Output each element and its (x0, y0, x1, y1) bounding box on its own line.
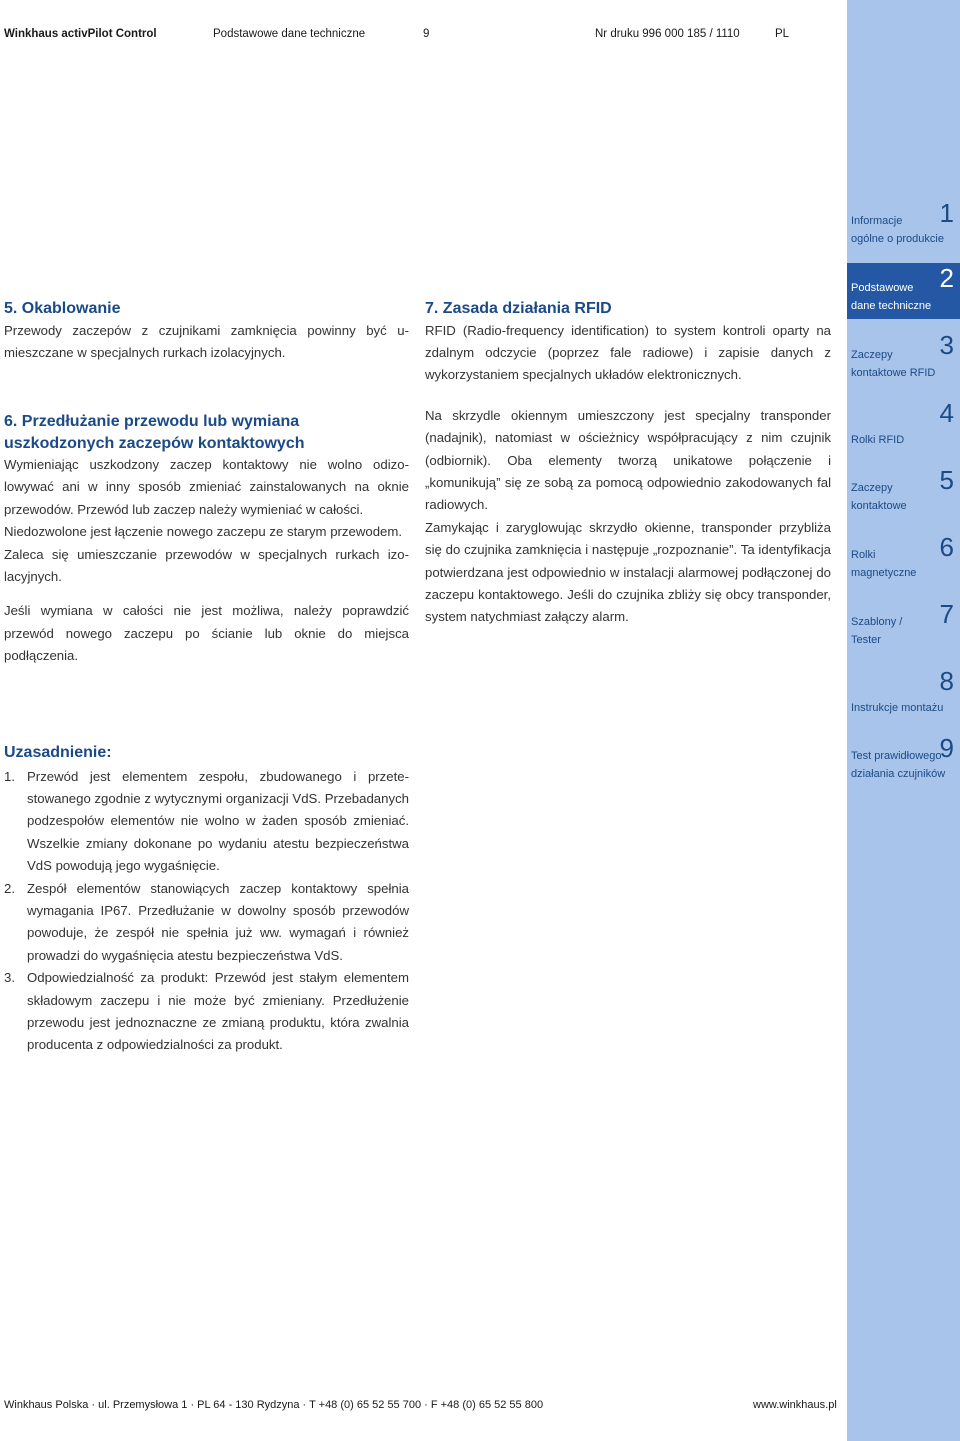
section-7-title: 7. Zasada działania RFID (425, 300, 612, 317)
chapter-tab-number: 4 (939, 398, 954, 428)
section-6 (4, 411, 409, 668)
section-6-paragraph-4: Jeśli wymiana w całości nie jest możliwa, należy poprawdzić przewód nowego zaczepu po ścianie lub oknie do miejsca podłączenia. (4, 603, 409, 664)
list-item-text: Odpowiedzialność za produkt: Przewód jest stałym elementem składowym zaczepu i nie może być zmieniany. Przedłużenie przewodu jest jednoznaczne ze zmianą produktu, która zwalnia producenta z odpowiedzialności za produkt. (27, 970, 409, 1053)
header-print-number: Nr druku 996 000 185 / 1110 (595, 28, 740, 40)
justification-section (4, 742, 409, 1057)
chapter-tab-label: Informacje (851, 215, 903, 227)
chapter-tab-label: Zaczepy (851, 349, 893, 361)
chapter-tab-label: Test prawidłowego (851, 750, 942, 762)
chapter-tab-number: 1 (939, 198, 954, 228)
chapter-tab-label: magnetyczne (851, 567, 917, 579)
chapter-tab-label: kontaktowe RFID (851, 367, 936, 379)
list-item-text: Przewód jest elementem zespołu, zbudowanego i przetestowanego zgodnie z wytycznymi organizacji VdS. Przebadanych podzespołów elementów nie wolno w żaden sposób zmieniać. Wszelkie zmiany dokonane po wydaniu atestu bezpieczeństwa VdS powodują jego wygaśnięcie. (27, 768, 409, 874)
section-7-paragraph-3: Zamykając i zaryglowując skrzydło okienne, transponder przybliża się do czujnika zamknięcia i następuje „rozpoznanie”. Ta identyfikacja potwierdzana jest odpowiednio w instalacji alarmowej podłączonej do zaczepu kontaktowego. Jeśli do czujnika zbliży się obcy transponder, system natychmiast załączy alarm. (425, 519, 831, 625)
list-item-text: Zespół elementów stanowiących zaczep kontaktowy spełnia wymagania IP67. Przedłużanie w dowolny sposób przewodów powoduje, że zespół nie spełnia już ww. wymagań i również prowadzi do wygaśnięcia atestu bezpieczeństwa VdS. (27, 880, 409, 963)
chapter-tab-number: 5 (939, 465, 954, 495)
chapter-tab-number: 7 (939, 599, 954, 629)
list-item-number: 2. (4, 880, 15, 896)
list-item (4, 967, 409, 1057)
footer-website-link[interactable]: www.winkhaus.pl (753, 1399, 837, 1411)
section-6-paragraph-1: Wymieniając uszkodzony zaczep kontaktowy nie wolno odizolowywać ani w inny sposób zmieniać zainstalowanych na oknie przewodów. Przewód lub zaczep należy wymieniać w całości. (4, 457, 409, 517)
chapter-tab-9[interactable] (847, 733, 960, 789)
list-item (4, 878, 409, 968)
section-7 (425, 298, 831, 629)
chapter-tab-label: Tester (851, 634, 881, 646)
footer-address: Winkhaus Polska · ul. Przemysłowa 1 · PL 64 - 130 Rydzyna · T +48 (0) 65 52 55 700 · F +48 (0) 65 52 55 800 (4, 1399, 544, 1411)
chapter-tab-label: kontaktowe (851, 500, 907, 512)
section-6-paragraph-2: Niedozwolone jest łączenie nowego zaczepu ze starym przewodem. (4, 524, 403, 540)
chapter-tab-label: działania czujników (851, 768, 946, 780)
chapter-tab-number: 3 (939, 330, 954, 360)
chapter-tab-label: Rolki RFID (851, 434, 905, 446)
justification-title: Uzasadnienie: (4, 744, 112, 761)
chapter-tab-2[interactable] (847, 263, 960, 319)
chapter-tab-5[interactable] (847, 465, 960, 521)
chapter-tab-label: Zaczepy (851, 482, 893, 494)
list-item (4, 766, 409, 878)
section-5-text: Przewody zaczepów z czujnikami zamknięcia powinny być umieszczane w specjalnych rurkach izolacyjnych. (4, 322, 409, 360)
chapter-tab-number: 8 (939, 666, 954, 696)
chapter-tab-label: Szablony / (851, 616, 903, 628)
header-section: Podstawowe dane techniczne (213, 28, 366, 40)
chapter-tab-label: Podstawowe (851, 282, 914, 294)
chapter-tab-label: ogólne o produkcie (851, 233, 944, 245)
section-5-title: 5. Okablowanie (4, 300, 121, 317)
chapter-tab-6[interactable] (847, 532, 960, 588)
chapter-tab-number: 9 (939, 733, 954, 763)
chapter-tab-4[interactable] (847, 398, 960, 454)
chapter-tab-1[interactable] (847, 196, 960, 252)
chapter-tab-3[interactable] (847, 330, 960, 386)
chapter-tab-7[interactable] (847, 599, 960, 655)
section-6-paragraph-3: Zaleca się umieszczanie przewodów w specjalnych rurkach izolacyjnych. (4, 546, 409, 585)
chapter-sidebar (847, 0, 960, 1441)
section-6-title: 6. Przedłużanie przewodu lub wymiana uszkodzonych zaczepów kontaktowych (4, 413, 305, 452)
chapter-tab-label: dane techniczne (851, 300, 932, 312)
section-7-paragraph-2: Na skrzydle okiennym umieszczony jest specjalny transponder (nadajnik), natomiast w ościeżnicy współpracujący z nim czujnik (odbiornik). Oba elementy tworzą unikatowe połączenie i „komunikują” się ze sobą za pomocą odpowiednio zakodowanych fal radiowych. (425, 407, 831, 513)
justification-list (4, 766, 409, 1057)
chapter-tab-number: 6 (939, 532, 954, 562)
list-item-number: 1. (4, 768, 15, 784)
brand-name: Winkhaus activPilot Control (4, 28, 157, 40)
list-item-number: 3. (4, 970, 15, 986)
section-7-paragraph-1: RFID (Radio-frequency identification) to system kontroli oparty na zdalnym odczycie (poprzez fale radiowe) i zapisie danych z wykorzystaniem specjalnych układów elektronicznych. (425, 322, 831, 383)
chapter-tab-8[interactable] (847, 666, 960, 722)
section-5 (4, 298, 409, 364)
chapter-tab-number: 2 (939, 263, 954, 293)
header-language: PL (775, 28, 790, 40)
chapter-tab-label: Rolki (851, 549, 876, 561)
header-page-number: 9 (423, 28, 430, 40)
chapter-tab-label: Instrukcje montażu (851, 702, 944, 714)
